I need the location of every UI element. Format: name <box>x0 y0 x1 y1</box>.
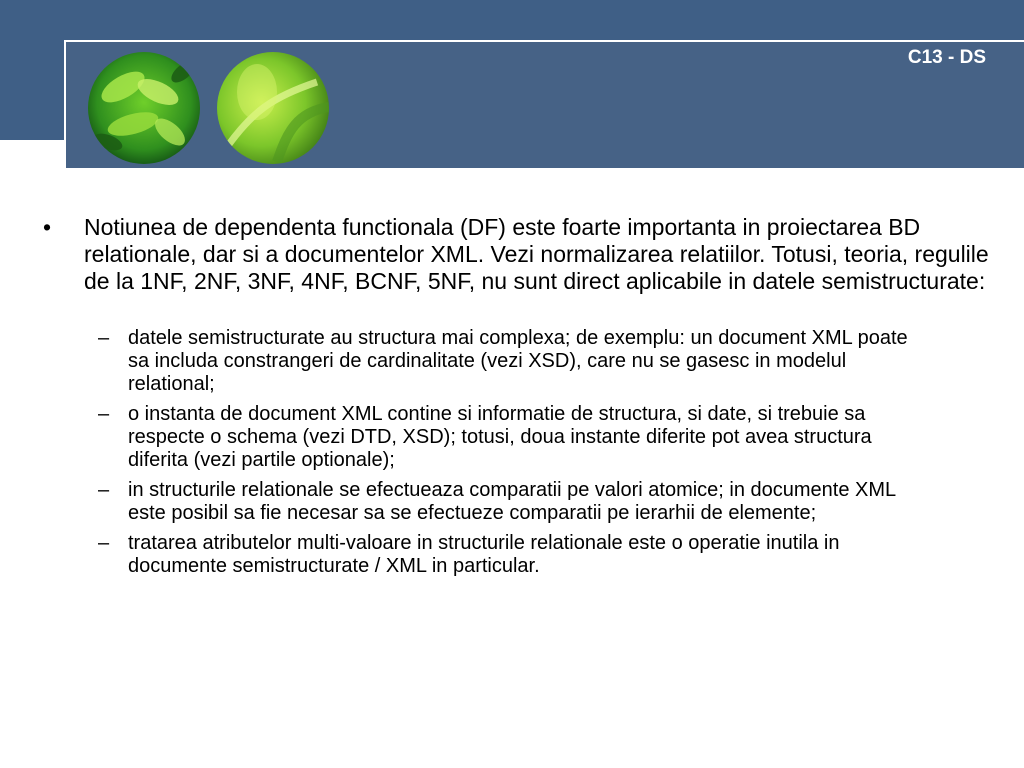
dash-icon: – <box>98 532 110 554</box>
dash-icon: – <box>98 327 110 349</box>
sub-bullet-text: tratarea atributelor multi-valoare in structurile relationale este o operatie inutila in documente semistructurate / XML in particular. <box>128 532 840 577</box>
sub-bullet-text: o instanta de document XML contine si informatie de structura, si date, si trebuie sa respecte o schema (vezi DTD, XSD); totusi, doua instante diferite pot avea structura diferita (vezi partile optionale); <box>128 403 872 471</box>
dash-icon: – <box>98 403 110 425</box>
sub-bullet-list <box>40 327 912 578</box>
slide-content <box>40 214 1000 585</box>
main-bullet-text: Notiunea de dependenta functionala (DF) este foarte importanta in proiectarea BD relationale, dar si a documentelor XML. Vezi normalizarea relatiilor. Totusi, teoria, regulile de la 1NF, 2NF, 3NF, 4NF, BCNF, 5NF, nu sunt direct aplicabile in datele semistructurate: <box>84 214 989 294</box>
sub-bullet-text: in structurile relationale se efectueaza comparatii pe valori atomice; in documente XML este posibil sa fie necesar sa se efectueze comparatii pe ierarhii de elemente; <box>128 479 896 524</box>
sub-bullet-text: datele semistructurate au structura mai complexa; de exemplu: un document XML poate sa includa constrangeri de cardinalitate (vezi XSD), care nu se gasesc in modelul relational; <box>128 327 908 395</box>
bullet-icon: • <box>43 214 52 240</box>
sub-bullet-item <box>98 327 912 396</box>
sub-bullet-item <box>98 532 912 578</box>
header-divider <box>64 168 1024 170</box>
main-bullet <box>40 214 1000 295</box>
green-leaf-photo-icon <box>88 52 200 164</box>
sub-bullet-item <box>98 403 912 472</box>
header-panel <box>64 40 1024 170</box>
green-leaf-closeup-photo-icon <box>217 52 329 164</box>
slide-tag: C13 - DS <box>907 47 986 68</box>
sub-bullet-item <box>98 479 912 525</box>
dash-icon: – <box>98 479 110 501</box>
